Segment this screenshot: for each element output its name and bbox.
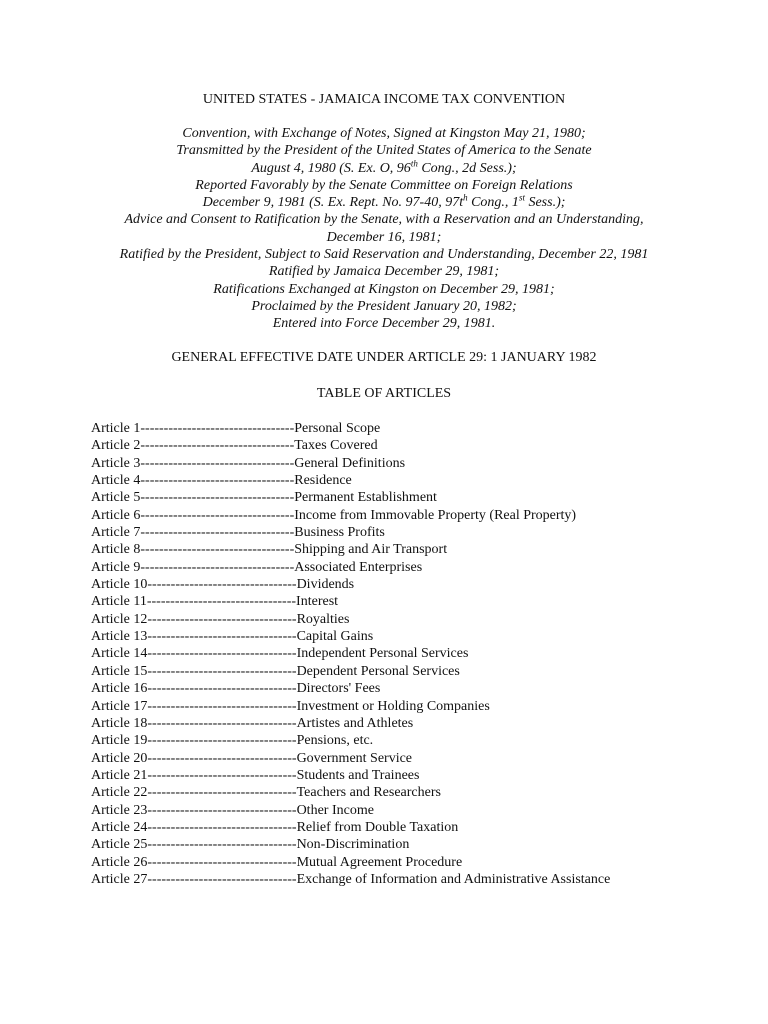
toc-entry [91, 819, 731, 836]
article-label: Article 22 [91, 785, 148, 801]
history-line: Ratifications Exchanged at Kingston on December 29, 1981; [213, 281, 555, 297]
article-label: Article 26 [91, 854, 148, 870]
article-label: Article 15 [91, 663, 148, 679]
leader-dashes: -------------------------------- [146, 594, 297, 610]
leader-dashes: -------------------------------- [147, 629, 297, 645]
effective-date: GENERAL EFFECTIVE DATE UNDER ARTICLE 29: 1 JANUARY 1982 [171, 350, 597, 365]
history-line: August 4, 1980 (S. Ex. O, 96th Cong., 2d Sess.); [251, 157, 517, 176]
article-label: Article 9 [91, 559, 141, 575]
toc-entry [91, 472, 731, 489]
article-label: Article 18 [91, 715, 148, 731]
leader-dashes: --------------------------------- [140, 559, 295, 575]
article-subject: Independent Personal Services [296, 646, 469, 662]
article-subject: Pensions, etc. [296, 733, 374, 749]
article-subject: Business Profits [294, 525, 385, 541]
leader-dashes: -------------------------------- [147, 837, 297, 853]
article-label: Article 25 [91, 837, 148, 853]
leader-dashes: -------------------------------- [147, 611, 297, 627]
article-subject: Mutual Agreement Procedure [296, 854, 463, 870]
toc-entry [91, 420, 731, 437]
toc-entry [91, 507, 731, 524]
toc-entry [91, 628, 731, 645]
toc-entry [91, 750, 731, 767]
article-label: Article 20 [91, 750, 148, 766]
article-subject: Relief from Double Taxation [296, 819, 459, 835]
history-line: Ratified by the President, Subject to Said Reservation and Understanding, December 22, 1981 [119, 247, 649, 263]
toc-entry [91, 645, 731, 662]
article-subject: Government Service [296, 750, 413, 766]
toc-entry [91, 802, 731, 819]
article-label: Article 24 [91, 819, 148, 835]
article-label: Article 14 [91, 646, 148, 662]
article-subject: Residence [294, 473, 352, 489]
article-subject: Dependent Personal Services [296, 663, 460, 679]
article-subject: Associated Enterprises [294, 559, 423, 575]
article-label: Article 17 [91, 698, 148, 714]
leader-dashes: --------------------------------- [140, 507, 295, 523]
history-line: December 9, 1981 (S. Ex. Rept. No. 97-40, $97t^h$ Cong., 1st Sess.); [202, 192, 566, 211]
article-subject: Non-Discrimination [296, 837, 410, 853]
article-label: Article 13 [91, 629, 148, 645]
article-subject: Exchange of Information and Administrative Assistance [296, 871, 611, 887]
article-subject: Interest [296, 594, 339, 610]
article-subject: Permanent Establishment [294, 490, 437, 506]
history-line: Ratified by Jamaica December 29, 1981; [268, 264, 500, 280]
toc-entry [91, 455, 731, 472]
article-subject: Artistes and Athletes [296, 715, 414, 731]
article-subject: Students and Trainees [296, 767, 420, 783]
history-line: Convention, with Exchange of Notes, Signed at Kingston May 21, 1980; [182, 126, 586, 141]
article-subject: Royalties [296, 611, 350, 627]
article-label: Article 1 [91, 421, 141, 436]
article-subject: Shipping and Air Transport [294, 542, 448, 558]
toc-entry [91, 680, 731, 697]
leader-dashes: -------------------------------- [147, 577, 297, 593]
leader-dashes: --------------------------------- [140, 525, 295, 541]
history-line: Reported Favorably by the Senate Committee on Foreign Relations [195, 177, 573, 193]
toc-entry [91, 593, 731, 610]
leader-dashes: --------------------------------- [140, 421, 295, 436]
article-subject: General Definitions [294, 455, 406, 471]
leader-dashes: -------------------------------- [147, 785, 297, 801]
article-subject: Capital Gains [296, 629, 374, 645]
article-label: Article 3 [91, 455, 141, 471]
article-subject: Dividends [296, 577, 355, 593]
document-title: UNITED STATES - JAMAICA INCOME TAX CONVENTION [202, 92, 566, 107]
toc-entry [91, 871, 731, 888]
article-label: Article 4 [91, 473, 141, 489]
article-subject: Personal Scope [294, 421, 381, 436]
leader-dashes: --------------------------------- [140, 455, 295, 471]
leader-dashes: -------------------------------- [147, 646, 297, 662]
toc-entry [91, 576, 731, 593]
toc-entry [91, 489, 731, 506]
toc-entry [91, 611, 731, 628]
toc-title: TABLE OF ARTICLES [316, 386, 452, 401]
toc-entry [91, 437, 731, 454]
history-line: Transmitted by the President of the United States of America to the Senate [176, 143, 592, 159]
article-subject: Directors' Fees [296, 681, 381, 697]
article-label: Article 6 [91, 507, 141, 523]
leader-dashes: -------------------------------- [147, 819, 297, 835]
article-label: Article 19 [91, 733, 148, 749]
article-label: Article 12 [91, 611, 148, 627]
article-subject: Investment or Holding Companies [296, 698, 490, 714]
article-label: Article 11 [91, 594, 147, 610]
toc-entry [91, 715, 731, 732]
article-subject: Other Income [296, 802, 374, 818]
leader-dashes: -------------------------------- [147, 715, 297, 731]
article-subject: Taxes Covered [294, 438, 378, 454]
article-label: Article 10 [91, 577, 148, 593]
leader-dashes: -------------------------------- [147, 733, 297, 749]
leader-dashes: --------------------------------- [140, 490, 295, 506]
toc-entry [91, 524, 731, 541]
toc-entry [91, 854, 731, 871]
history-line: Entered into Force December 29, 1981. [272, 316, 496, 332]
toc-entry [91, 663, 731, 680]
leader-dashes: -------------------------------- [147, 663, 297, 679]
toc-entry [91, 767, 731, 784]
toc-entry [91, 784, 731, 801]
leader-dashes: --------------------------------- [140, 473, 295, 489]
history-line: Advice and Consent to Ratification by the Senate, with a Reservation and an Understanding, [124, 212, 644, 228]
article-label: Article 21 [91, 767, 148, 783]
leader-dashes: -------------------------------- [147, 871, 297, 887]
history-line: Proclaimed by the President January 20, 1982; [251, 298, 517, 314]
article-subject: Teachers and Researchers [296, 785, 441, 801]
leader-dashes: -------------------------------- [147, 767, 297, 783]
toc-entry [91, 836, 731, 853]
article-label: Article 5 [91, 490, 141, 506]
toc-entry [91, 732, 731, 749]
toc-entry [91, 559, 731, 576]
leader-dashes: -------------------------------- [147, 802, 297, 818]
leader-dashes: -------------------------------- [147, 854, 297, 870]
leader-dashes: -------------------------------- [147, 750, 297, 766]
article-label: Article 23 [91, 802, 148, 818]
toc-entry [91, 698, 731, 715]
leader-dashes: -------------------------------- [147, 681, 297, 697]
table-of-articles [91, 420, 731, 888]
leader-dashes: -------------------------------- [147, 698, 297, 714]
article-subject: Income from Immovable Property (Real Property) [294, 507, 577, 523]
treaty-history [0, 125, 768, 333]
history-line: December 16, 1981; [326, 229, 442, 245]
article-label: Article 7 [91, 525, 141, 541]
leader-dashes: --------------------------------- [140, 438, 295, 454]
article-label: Article 2 [91, 438, 141, 454]
leader-dashes: --------------------------------- [140, 542, 295, 558]
article-label: Article 16 [91, 681, 148, 697]
article-label: Article 8 [91, 542, 141, 558]
toc-entry [91, 541, 731, 558]
article-label: Article 27 [91, 871, 148, 887]
